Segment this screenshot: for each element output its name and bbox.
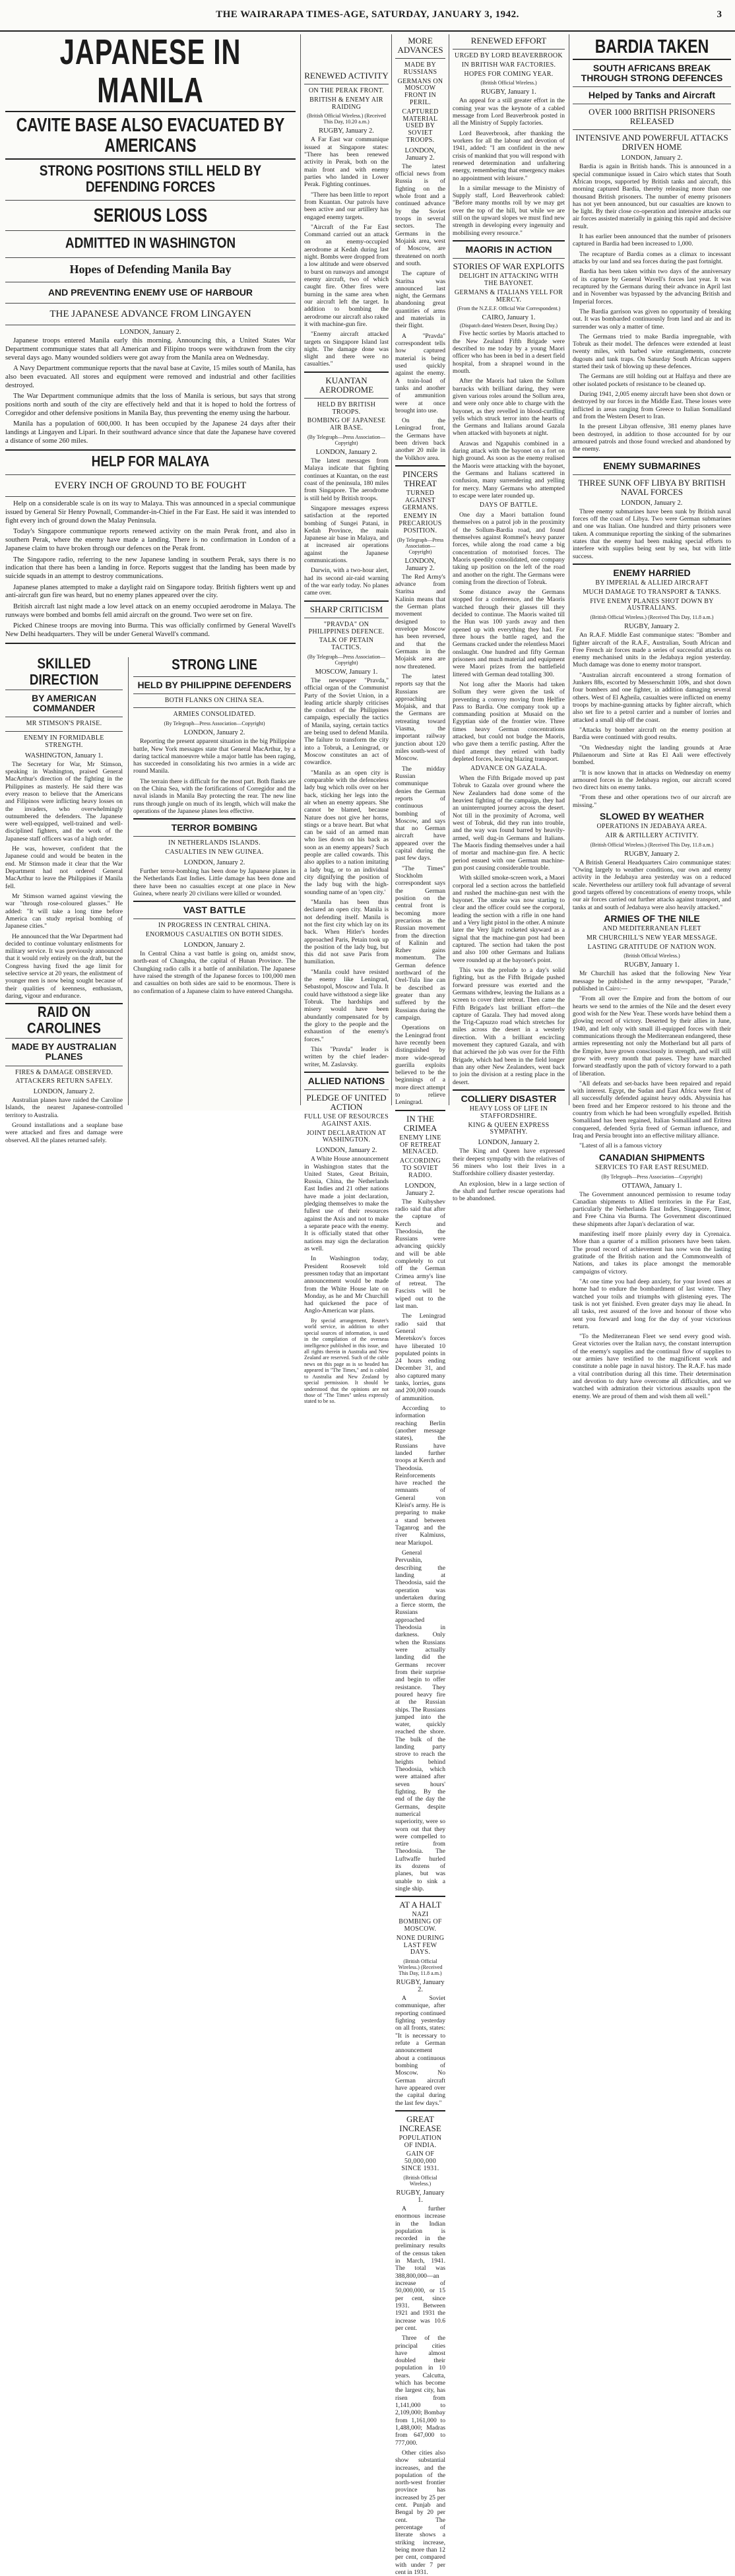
bardia-paragraph: The Germans tried to make Bardia impregnable, with Tobruk as their model. The defences were extended at least twenty miles, with barbed wire entanglements, concrete dugouts and tank traps. On Saturday South African sappers started their task of blowing up these defences.	[573, 333, 731, 371]
divider	[5, 449, 296, 451]
colliery-paragraph: The King and Queen have expressed their deepest sympathy with the relatives of 56 miners who lost their lives in a Staffordshire colliery disaster yesterday.	[453, 1147, 565, 1178]
pincers-paragraph: The latest reports say that the Russians are approaching Mojaisk, and that the Germans are retreating toward Viasma, the important railway junction about 120 miles south-west of Moscow.	[395, 672, 445, 763]
halt-subhead: NONE DURING LAST FEW DAYS.	[396, 1934, 445, 1956]
bardia-headline: BARDIA TAKEN	[594, 35, 709, 57]
submarines-headline: ENEMY SUBMARINES	[603, 460, 701, 471]
crimea-paragraph: The Kuibyshev radio said that after the capture of Kerch and Theodosia, the Russians were advancing quickly and will be able completely to cut off the German Crimea army's line of retreat. The Fascists will be wiped out to the last man.	[395, 1198, 445, 1310]
maoris-subhead: GERMANS & ITALIANS YELL FOR MERCY.	[454, 288, 563, 304]
renewed-activity-paragraph: A Far East war communique issued at Singapore states: "There has been renewed activity in Perak, both on the main front and with enemy parties who landed in Lower Perak. Fighting continues.	[304, 136, 389, 189]
divider	[5, 474, 296, 475]
strong-subhead: HELD BY PHILIPPINE DEFENDERS	[137, 679, 292, 690]
masthead-title: THE WAIRARAPA TIMES-AGE, SATURDAY, JANUARY 3, 1942.	[216, 9, 519, 20]
sharp-dateline: MOSCOW, January 1.	[315, 668, 378, 676]
harried-paragraph: "Australian aircraft encountered a strong formation of Junkers 88s, escorted by Messerschmitt 109s, and shot down four bombers and one fighter, in addition damaging several others. West of El Agheila, casualties were inflicted on enemy troops by machine-gunning attacks by fighter aircraft, which also set fire to a petrol carrier and a number of lorries and attacked a small ship off the coast.	[573, 671, 731, 724]
maoris-section-head: DAYS OF BATTLE.	[479, 501, 538, 509]
divider	[304, 1072, 389, 1073]
divider	[453, 1089, 565, 1091]
renewed-effort-subhead: HOPES FOR COMING YEAR.	[464, 70, 554, 78]
bardia-subhead: Helped by Tanks and Aircraft	[588, 90, 716, 101]
more-advances-subhead: MADE BY RUSSIANS	[403, 61, 437, 76]
harried-paragraph: "From these and other operations two of our aircraft are missing."	[573, 794, 731, 809]
strong-dateline: LONDON, January 2.	[183, 729, 245, 737]
halt-paragraph: A Soviet communique, after reporting continued fighting yesterday on all fronts, states: "It is necessary to refute a German announcement about a continuous bombing of Moscow. No German aircraft have appeared over the capital during the last few days."	[395, 1995, 445, 2107]
maoris-headline: MAORIS IN ACTION	[465, 244, 552, 255]
divider	[453, 240, 565, 242]
kuantan-dateline: LONDON, January 2.	[315, 449, 377, 457]
renewed-effort-dateline: RUGBY, January 1.	[481, 88, 536, 96]
masthead	[0, 0, 735, 32]
skilled-subhead: ENEMY IN FORMIDABLE STRENGTH.	[24, 734, 104, 749]
more-advances-paragraph: A "Pravda" correspondent tells how captured material is being used quickly against the enemy. A train-load of tanks and another of ammunition were at once brought into use.	[395, 332, 445, 414]
crimea-subhead: ENEMY LINE OF RETREAT MENACED.	[399, 1134, 441, 1156]
vast-paragraph: In Central China a vast battle is going on, amidst snow, north-east of Changsha, the capital of Hunan Province. The Chungking radio calls it a battle of annihilation. The Japanese have raised the strength of the Japanese forces to 100,000 men and casualties on both sides are said to be enormous. There is no confirmation of a Japanese claim to have entered Changsha.	[133, 950, 296, 995]
malaya-headline: HELP FOR MALAYA	[91, 453, 210, 470]
strong-paragraph: The terrain there is difficult for the most part. Both flanks are on the China Sea, with the fortifications of Corregidor and the naval islands in Manila Bay protecting the rear. The new line runs through jungle on much of its length, which will make the operations of the Japanese planes less effective.	[133, 777, 296, 816]
divider	[304, 371, 389, 373]
more-advances-subhead: GERMANS ON MOSCOW FRONT IN PERIL.	[397, 77, 443, 107]
malaya-paragraph: Today's Singapore communique reports renewed activity on the main Perak front, and also in southern Perak, where the enemy have made a landing. There is no confirmation in London of a Japanese claim to have broken through our defences on the Perak front.	[5, 528, 296, 552]
column-rule	[128, 657, 129, 1105]
canadian-subhead: SERVICES TO FAR EAST RESUMED.	[595, 1163, 709, 1171]
canadian-paragraph: The Government announced permission to resume today Canadian shipments to Allied territories in the Far East, particularly the Netherlands East Indies, Singapore, Timor, and Free China via Burma. The Government discontinued these shipments after Japan's declaration of war.	[573, 1190, 731, 1228]
divider	[5, 1038, 123, 1039]
pincers-subhead: TURNED AGAINST GERMANS.	[402, 490, 438, 511]
bardia-subhead: INTENSIVE AND POWERFUL ATTACKS DRIVEN HOME	[575, 133, 728, 152]
maoris-paragraph: This was the prelude to a day's solid fighting, but as the Fifth Brigade pushed forward pressure was exerted and the Germans withdrew, leaving the Italians as a screen to cover their retreat. Then came the Fifth Brigade's last brilliant effort—the capture of Gazala. They had moved along the Trig-Capuzzo road which stretches for miles across the desert in a westerly direction. With a brilliant encircling movement they captured Gazala, and with that achieved the job was over for the Fifth Brigade, which had been in the field longer than any other New Zealanders, went back to join the division at a resting place in the desert.	[453, 966, 565, 1086]
divider	[395, 1110, 445, 1111]
canadian-paragraph: "At one time you had deep anxiety, for your loved ones at home had to endure the bombardment of last winter. They watched your toils and triumphs with glistening eyes. The task is not yet finished. Even greater days may lie ahead. In all tasks, rest assured of the love and honour of those who sent you forward and long for the day of your victorious return.	[573, 1277, 731, 1330]
increase-dateline: RUGBY, January 1.	[396, 2189, 445, 2204]
harried-subhead: FIVE ENEMY PLANES SHOT DOWN BY AUSTRALIANS.	[590, 597, 714, 612]
renewed-activity-subhead: BRITISH & ENEMY AIR RAIDING	[309, 96, 383, 111]
maoris-section-head: ADVANCE ON GAZALA.	[470, 765, 548, 773]
raid-subhead: MADE BY AUSTRALIAN PLANES	[11, 1041, 117, 1062]
renewed-activity-dateline: RUGBY, January 2.	[319, 127, 374, 135]
colliery-paragraph: An explosion, blew in a large section of the shaft and further rescue operations had to be abandoned.	[453, 1180, 565, 1203]
crimea-paragraph: The Leningrad radio said that General Meretskov's forces have liberated 10 populated points in 24 hours ending December 31, and also captured many tanks, lorries, guns and 200,000 rounds of ammunition.	[395, 1312, 445, 1402]
terror-dateline: LONDON, January 2.	[183, 859, 245, 867]
sharp-paragraph: "Manila as an open city is comparable with the defenceless lady bug which rolls over on her back, sticking her legs into the air when an enemy appears. She cannot be blamed, because Nature does not give her horns, stings or a brave heart. But what can be said of an armed man who lies down on his back as soon as an enemy appears? Such people are called cowards. This also applies to a nation imitating a lady bug, or to an individual city dignifying the position of the lady bug with the high-sounding name of an 'open city.'	[304, 769, 389, 896]
skilled-paragraph: He was, however, confident that the Japanese could and would be beaten in the end. Mr Stimson made it clear that the War Department had not ordered General MacArthur to leave the Philippines if Manila fell.	[5, 845, 123, 890]
maoris-paragraph: Not long after the Maoris had taken Sollum they were given the task of preventing a convoy moving from Helfire Pass to Bardia. One company took up a commanding position at Musaid on the Egyptian side of the frontier wire. Three times heavy German concentrations attacked, but could not budge the Maoris, who gave them a terrific pasting. After the third attempt they retired with badly depleted forces, leaving blazing transport.	[453, 680, 565, 763]
maoris-credit: (Dispatch dated Western Desert, Boxing Day.)	[459, 323, 558, 329]
malaya-paragraph: British aircraft last night made a low level attack on an enemy occupied aerodrome in Malaya. The runways were bombed and bombs fell amid aircraft on the ground. Two were set on fire.	[5, 603, 296, 619]
nile-credit: (British Official Wireless.)	[623, 953, 680, 959]
page-number: 3	[717, 9, 722, 20]
lead-paragraph: Japanese troops entered Manila early this morning. Announcing this, a United States War Department communique states that all American and Filipino troops were withdrawn from the city several days ago. Many wounded soldiers were got away from the Manila area on Wednesday.	[5, 337, 296, 362]
column-2	[304, 34, 389, 1405]
divider	[304, 1089, 389, 1090]
maoris-paragraph: Five hectic sorties by Maoris attached to the New Zealand Fifth Brigade were described to me today by a young Maori officer who has been in bed in a desert field hospital, from a shrapnel wound in the mouth.	[453, 330, 565, 375]
renewed-activity-subhead: ON THE PERAK FRONT.	[308, 87, 385, 95]
increase-paragraph: A further enormous increase in the Indian population is recorded in the preliminary results of the census taken in March, 1941. The total was 388,800,000—an increase of 50,000,000, or 15 per cent, since 1931. Between 1921 and 1931 the increase was 10.6 per cent.	[395, 2205, 445, 2332]
increase-subhead: GAIN OF 50,000,000 SINCE 1931.	[401, 2150, 439, 2173]
divider	[5, 111, 296, 112]
pincers-headline: PINCERS THREAT	[402, 469, 438, 489]
pincers-dateline: LONDON, January 2.	[404, 557, 436, 572]
kuantan-paragraph: Darwin, with a two-hour alert, had its second air-raid warning of the war early today. No planes came over.	[304, 567, 389, 597]
divider	[573, 564, 731, 565]
lead-dateline: LONDON, January 2.	[119, 329, 181, 337]
weather-subhead: AIR & ARTILLERY ACTIVITY.	[605, 831, 699, 839]
allied-headline: ALLIED NATIONS	[307, 1075, 385, 1086]
lead-deck-4: ADMITTED IN WASHINGTON	[65, 236, 236, 252]
bardia-paragraph: Bardia has been taken within two days of the anniversary of its capture by General Wavell's forces last year. It was recaptured by the Germans during their advance in April last and in November was bypassed by the advancing British and Imperial forces.	[573, 268, 731, 306]
bardia-paragraph: The recapture of Bardia comes as a climax to incessant attacks by our land and sea forces during the past fortnight.	[573, 250, 731, 266]
column-rule	[391, 34, 392, 1105]
sharp-paragraph: "Manila has been thus declared an open city. Manila is not defending itself. Manila is not the first city which lay on its back. When Hitler's hordes approached Paris, Petain took up the position of the lady bug, but this did not save Paris from humiliation.	[304, 898, 389, 966]
divider	[395, 1896, 445, 1897]
divider	[5, 230, 296, 231]
canadian-paragraph: "To the Mediterranean Fleet we send every good wish. Great victories over the Italian navy, the constant interruption of the enemy's supplies and the continual flow of supplies to our armies have testified to the magnificent work and constitute a noble page in naval history. The R.A.F. has made a vital contribution during all this time. Their determination and devotion to duty have overcome all difficulties, and we watched with admiration their victorious assaults upon the enemy. We are proud of them and wish them all well."	[573, 1333, 731, 1400]
increase-paragraph: Three of the principal cities have almost doubled their population in 10 years. Calcutta, which has become the largest city, has risen from 1,141,000 to 2,109,000; Bombay from 1,161,000 to 1,488,000; Madras from 647,000 to 777,000.	[395, 2334, 445, 2447]
strong-subhead: ARMIES CONSOLIDATED.	[173, 711, 256, 719]
lead-paragraph: A Navy Department communique reports that the naval base at Cavite, 15 miles south of Manila, has also been evacuated. All stores and equipment were removed and industrial and other facilities destroyed.	[5, 365, 296, 389]
column-4	[453, 34, 565, 1203]
canadian-credit: (By Telegraph—Press Association—Copyright)	[601, 1173, 703, 1180]
submarines-subhead: THREE SUNK OFF LIBYA BY BRITISH NAVAL FORCES	[578, 477, 726, 497]
submarines-dateline: LONDON, January 2.	[621, 499, 683, 507]
terror-paragraph: Further terror-bombing has been done by Japanese planes in the Netherlands East Indies. Little damage has been done and there have been no casualties except at one place in New Guinea, where nearly 20 civilians were killed or wounded.	[133, 868, 296, 897]
column-rule	[300, 34, 301, 1105]
renewed-effort-paragraph: In a similar message to the Ministry of Supply staff, Lord Beaverbrook cabled: "Before many months roll by we may get over the top of the hill, but while we are still on the upward slopes we must find new strength in developing every ingenuity and mobilising every resource."	[453, 184, 565, 237]
sharp-paragraph: "Manila could have resisted the enemy like Leningrad, Sebastopol, Moscow and Tula. It could have withstood a siege like Tobruk. The hardships and misery would have been abundantly compensated for by the glory to the people and the exhaustion of the enemy's forces."	[304, 968, 389, 1043]
nile-subhead: AND MEDITERRANEAN FLEET	[602, 925, 701, 933]
malaya-paragraph: The Singapore radio, referring to the new Japanese landing in southern Perak, says there is no indication that there has been a landing in force. Reports suggest that the landing has been made by suicide squads in an attempt to destroy communications.	[5, 556, 296, 580]
renewed-effort-paragraph: Lord Beaverbrook, after thanking the workers for all the labour and devotion of 1941, added: "I am confident in the new crisis of mankind that you will respond with renewed determination and unfaltering energy, remembering that emergency makes no appointment with leisure."	[453, 129, 565, 182]
renewed-effort-subhead: URGED BY LORD BEAVERBROOK	[455, 52, 563, 60]
renewed-activity-headline: RENEWED ACTIVITY	[304, 71, 389, 80]
bardia-paragraph: It has earlier been announced that the number of prisoners captured in Bardia had been increased to 1,000.	[573, 233, 731, 248]
skilled-subhead: BY AMERICAN COMMANDER	[31, 693, 96, 714]
renewed-effort-paragraph: An appeal for a still greater effort in the coming year was the keynote of a cabled message from Lord Beaverbrook posted in all the Ministry of Supply factories.	[453, 97, 565, 127]
nile-paragraph: "All defeats and set-backs have been repaired and repaid with interest. Egypt, the Sudan and East Africa were first of all successfully defended against heavy odds. Abyssinia has been freed and her Emperor restored to his throne and the country from which he had been wrongfully expelled. British Somaliland has been regained, Italian Somaliland and Eritrea conquered, defended Syria freed of German influence, and Iraq and Persia brought into an effective military alliance.	[573, 1079, 731, 1140]
strong-headline: STRONG LINE	[172, 657, 257, 674]
lead-deck-5: Hopes of Defending Manila Bay	[69, 263, 232, 276]
divider	[5, 158, 296, 160]
pincers-paragraph: The Red Army's advance from Staritsa and Kalinin means that the German plans movement designed to envelope Moscow has been reversed, and that the Germans in the Mojaisk area are now threatened.	[395, 573, 445, 670]
malaya-paragraph: Help on a considerable scale is on its way to Malaya. This was announced in a special communique issued by General Sir Henry Pownall, Commander-in-Chief in the Far East. He said it was intended to fight every inch of ground down the Malay Peninsula.	[5, 500, 296, 525]
renewed-activity-paragraph: "There has been little to report from Kuantan. Our patrols have been active and our artillery has engaged enemy targets.	[304, 191, 389, 221]
harried-headline: ENEMY HARRIED	[613, 567, 691, 578]
skilled-direction-article	[5, 656, 123, 1144]
malaya-paragraph: Japanese planes attempted to make a daylight raid on Singapore today. British fighters went up and anti-aircraft gun fire was heard, but no enemy planes appeared over the city.	[5, 583, 296, 600]
skilled-subhead: MR STIMSON'S PRAISE.	[26, 720, 102, 728]
raid-dateline: LONDON, January 2.	[33, 1088, 95, 1096]
nile-paragraph: "Latest of all is a famous victory	[579, 1142, 662, 1150]
divider	[304, 398, 389, 399]
sharp-paragraph: The newspaper "Pravda," official organ of the Communist Party of the Soviet Union, in a leading article sharply criticises the conduct of the Philippines campaign, especially the tactics of Manila, saying, certain tactics are being used to defend Manila. The failure to transform the city into a Tobruk, a Leningrad, or Moscow constitutes an act of cowardice.	[304, 676, 389, 767]
divider	[5, 496, 296, 497]
divider	[133, 707, 296, 708]
kuantan-subhead: HELD BY BRITISH TROOPS.	[317, 401, 376, 416]
canadian-headline: CANADIAN SHIPMENTS	[598, 1151, 705, 1163]
colliery-headline: COLLIERY DISASTER	[461, 1093, 557, 1104]
strong-credit: (By Telegraph—Press Association—Copyright)	[164, 721, 265, 727]
renewed-activity-paragraph: "Aircraft of the Far East Command carried out an attack on an enemy-occupied aerodrome at Kedah during last night. Bombs were dropped from a low altitude and were observed to burst on runways and amongst enemy aircraft, two of which caught fire. Other fires were burning in the same area when our aircraft left the target. In addition to bombing the aerodrome our aircraft also raked it with machine-gun fire.	[304, 223, 389, 328]
kuantan-subhead: BOMBING OF JAPANESE AIR BASE.	[307, 417, 386, 432]
vast-subhead: ENORMOUS CASUALTIES ON BOTH SIDES.	[145, 931, 284, 939]
vast-subhead: IN PROGRESS IN CENTRAL CHINA.	[158, 922, 271, 930]
harried-subhead: MUCH DAMAGE TO TRANSPORT & TANKS.	[583, 588, 721, 596]
colliery-subhead: KING & QUEEN EXPRESS SYMPATHY.	[468, 1121, 550, 1136]
maoris-dateline: CAIRO, January 1.	[482, 314, 536, 322]
bardia-paragraph: Bardia is again in British hands. This is announced in a special communique issued in Cairo which states that South African troops, supported by British tanks and aircraft, this morning captured Bardia, thereby releasing more than one thousand British prisoners. The number of enemy prisoners has not yet been announced, but our casualties are known to be light. By their close co-operation and intensive attacks our air forces assisted materially in gaining this rapid and decisive result.	[573, 163, 731, 230]
nile-dateline: RUGBY, January 1.	[624, 961, 680, 969]
maoris-paragraph: When the Fifth Brigade moved up past Tobruk to Gazala over ground where the New Zealanders had done some of the heaviest fighting of the campaign, they had an uninterrupted journey across the desert. Not till in the proximity of Acroma, well west of Tobruk, did they run into trouble, and the way was found barred by heavily-armed, well dug-in Germans and Italians. The Maoris finding themselves under a hail of mortar and machine-gun fire. A hectic period ensued with one German machine-gun post causing considerable trouble.	[453, 775, 565, 872]
increase-headline: GREAT INCREASE	[399, 2113, 441, 2133]
sharp-credit: (By Telegraph—Press Association—Copyright)	[307, 653, 385, 666]
more-advances-paragraph: On the Leningrad front, the Germans have been driven back another 20 mile in the Volkhov area.	[395, 417, 445, 462]
weather-dateline: RUGBY, January 2.	[624, 850, 680, 858]
terror-subhead: CASUALTIES IN NEW GUINEA.	[165, 849, 264, 856]
allied-subhead: PLEDGE OF UNITED ACTION	[306, 1092, 387, 1112]
reuter-notice: By special arrangement, Reuter's world service, in addition to other special sources of information, is used in the compilation of the overseas intelligence published in this issue, and all rights therein in Australia and New Zealand are reserved. Such of the cable news on this page as is so headed has appeared in "The Times," and is cabled to Australia and New Zealand by special permission. It should be understood that the opinions are not those of "The Times" unless expressly stated to be so.	[304, 1317, 389, 1405]
weather-paragraph: A British General Headquarters Cairo communique states: "Owing largely to weather conditions, our own and enemy activity in the Jedabaya area yesterday was on a reduced scale. Nevertheless our artillery took full advantage of several good targets offered by concentrations of enemy troops, while our air forces carried out further attacks against transport, and tanks at and south of Jedabaya were also heavily attacked."	[573, 858, 731, 911]
renewed-effort-subhead: IN BRITISH WAR FACTORIES.	[461, 61, 556, 69]
skilled-dateline: WASHINGTON, January 1.	[24, 752, 104, 759]
bardia-subhead: OVER 1000 BRITISH PRISONERS RELEASED	[589, 107, 715, 127]
divider	[5, 643, 296, 644]
skilled-headline: SKILLED DIRECTION	[29, 656, 99, 688]
allied-subhead: JOINT DECLARATION AT WASHINGTON.	[306, 1129, 387, 1144]
raid-headline: RAID ON CAROLINES	[27, 1005, 101, 1037]
lead-deck-1: CAVITE BASE ALSO EVACUATED BY AMERICANS	[16, 113, 285, 156]
increase-paragraph: Other cities also show substantial increases, and the population of the north-west frontier province has increased by 25 per cent. Punjab and Bengal by 20 per cent. The percentage of literate shows a striking increase, being more than 12 per cent, compared with under 7 per cent in 1931.	[395, 2449, 445, 2576]
maoris-paragraph: After the Maoris had taken the Sollum barracks with brilliant daring, they were given various roles around the Sollum area, and were only once able to charge with the bayonet, as they revelled in blood-curdling yells which struck terror into the hearts of the Germans and Italians around Gazala when attacked with bayonets at night.	[453, 377, 565, 437]
more-advances-headline: MORE ADVANCES	[397, 36, 443, 55]
divider	[304, 600, 389, 602]
crimea-paragraph: According to information reaching Berlin (another message states), the Russians have landed further troops at Kerch and Theodosia. Reinforcements have reached the remnants of General von Kleist's army. He is preparing to make a stand between Taganrog and the river Kalmiuss, near Mariupol.	[395, 1405, 445, 1547]
nile-headline: ARMIES OF THE NILE	[604, 913, 700, 924]
kuantan-headline: KUANTAN AERODROME	[319, 375, 374, 395]
allied-paragraph: A White House announcement in Washington states that the United States, Great Britain, Russia, China, the Netherlands East Indies and 21 other nations have made a joint declaration, pledging themselves to make the fullest use of their resources against the Axis and not to make a separate peace with the enemy. It is officially stated that other nations may sign the declaration as well.	[304, 1155, 389, 1252]
divider	[395, 58, 445, 59]
renewed-activity-paragraph: "Enemy aircraft attacked targets on Singapore Island last night. The damage done was slight and there were no casualties."	[304, 331, 389, 368]
divider	[133, 901, 296, 902]
raid-paragraph: Ground installations and a seaplane base were attacked and fires and damage were observed. All the planes returned safely.	[5, 1122, 123, 1144]
sharp-headline: SHARP CRITICISM	[309, 604, 383, 614]
allied-paragraph: In Washington today, President Roosevelt told pressmen today that an important announcement would be made from the White House late on Monday, as he and Mr Churchill had quickened the pace of Anglo-American war plans.	[304, 1255, 389, 1315]
lead-story-column	[5, 32, 296, 1144]
vast-headline: VAST BATTLE	[183, 905, 246, 916]
allied-subhead: FULL USE OF RESOURCES AGAINST AXIS.	[304, 1113, 389, 1128]
strong-line-article	[133, 657, 296, 1111]
lead-deck-3: SERIOUS LOSS	[93, 204, 208, 226]
maoris-subhead: DELIGHT IN ATTACKING WITH THE BAYONET.	[459, 273, 559, 287]
bardia-subhead: SOUTH AFRICANS BREAK THROUGH STRONG DEFENCES	[581, 62, 723, 83]
colliery-subhead: HEAVY LOSS OF LIFE IN STAFFORDSHIRE.	[469, 1105, 548, 1120]
lead-deck-6: AND PREVENTING ENEMY USE OF HARBOUR	[48, 286, 253, 298]
weather-credit: (British Official Wireless.) (Received This Day, 11.8 a.m.)	[590, 841, 714, 848]
increase-credit: (British Official Wireless.)	[403, 2174, 437, 2187]
lead-deck-7: THE JAPANESE ADVANCE FROM LINGAYEN	[49, 308, 251, 319]
divider	[573, 129, 731, 130]
lead-paragraph: The War Department communique admits that the loss of Manila is serious, but says that strong positions north and south of the city are effectively held and that it is hoped to hold the fortress of Corregidor and other defensive positions in Manila Bay, thus preventing the enemy using the harbour.	[5, 393, 296, 417]
divider	[5, 257, 296, 258]
nile-subhead: MR CHURCHILL'S NEW YEAR MESSAGE.	[586, 934, 718, 942]
bardia-paragraph: During 1941, 2,005 enemy aircraft have been shot down or destroyed by our forces in the Middle East. These losses were inflicted in areas ranging from Greece to Italian Somaliland and from the Western Desert to Iran.	[573, 391, 731, 420]
pincers-paragraph: "The Times" Stockholm correspondent says the German position on the central front is becoming more precarious as the Russian movement from the direction of Kalinin and Rzhev gains momentum. The German defence northward of the Orel-Tula line can be described as greater than any suffered by the Russians during the campaign.	[395, 864, 445, 1021]
crimea-subhead: ACCORDING TO SOVIET RADIO.	[399, 1157, 441, 1179]
kuantan-credit: (By Telegraph—Press Association—Copyright)	[307, 434, 385, 447]
nile-paragraph: "From all over the Empire and from the bottom of our hearts we send to the armies of the Nile and the desert every good wish for the New Year. These words have behind them a glowing record of victory. Deserted by their allies in June, 1940, and left only with small ill-equipped forces with their communications through the Mediterranean endangered, these armies representing not only the Motherland but all parts of the Empire, have grown consciously in strength, and will still grow with every month that passes. They have marched forward steadfastly upon the path of victory forward to a path of liberation.	[573, 995, 731, 1078]
renewed-activity-credit: (British Official Wireless.) (Received This Day, 10.20 a.m.)	[307, 113, 386, 125]
canadian-dateline: OTTAWA, January 1.	[622, 1182, 682, 1190]
crimea-dateline: LONDON, January 2.	[404, 1182, 436, 1197]
crimea-headline: IN THE CRIMEA	[403, 1113, 437, 1133]
terror-subhead: IN NETHERLANDS ISLANDS.	[168, 839, 261, 847]
lead-headline: JAPANESE IN MANILA	[59, 32, 241, 111]
pincers-subhead: ENEMY IN PRECARIOUS POSITION.	[399, 513, 442, 535]
strong-paragraph: Reporting the present apparent situation in the big Philippine battle, New York messages state that General MacArthur, by a daring tactical manoeuvre while a major battle has been raging, has succeeded in consolidating his two armies in a wide arc round Manila.	[133, 738, 296, 775]
more-advances-dateline: LONDON, January 2.	[404, 146, 436, 162]
skilled-paragraph: Mr Stimson warned against viewing the war "through rose-coloured glasses." He added: "It will take a long time before America can study reprisal bombing of Japanese cities."	[5, 892, 123, 930]
malaya-subhead: EVERY INCH OF GROUND TO BE FOUGHT	[54, 480, 247, 492]
maoris-paragraph: Arawas and Ngapuhis combined in a daring attack with the bayonet on a fort on high ground. As soon as the enemy realised the Maoris were attacking with the bayonet, the Germans and Italians scattered in confusion, many surrendering and yelling for mercy. Many Germans who attempted to escape were later rounded up.	[453, 439, 565, 499]
weather-subhead: OPERATIONS IN JEDABAYA AREA.	[596, 823, 707, 831]
increase-subhead: POPULATION OF INDIA.	[399, 2134, 442, 2149]
lead-deck-2: STRONG POSITIONS STILL HELD BY DEFENDING FORCES	[39, 163, 262, 195]
maoris-paragraph: One day a Maori battalion found themselves on a patrol job in the proximity of the Sollum-Bardia road, and found themselves against Rommel's heavy panzer forces, while along the road came a big concentration of motorised forces. The Maoris speedily consolidated, one company taking up position on the left of the road and another on the right. The Germans were coming from the direction of Tobruk.	[453, 511, 565, 586]
bardia-paragraph: In the present Libyan offensive, 381 enemy planes have been destroyed, in addition to those accounted for by our armoured patrols and those found wrecked and abandoned by the enemy.	[573, 423, 731, 453]
harried-paragraph: "On Wednesday night the landing grounds at Arae Philaenorum and Sirte at Ras El Aali were effectively bombed.	[573, 744, 731, 767]
raid-subhead: ATTACKERS RETURN SAFELY.	[15, 1078, 113, 1085]
divider	[395, 2110, 445, 2111]
vast-dateline: LONDON, January 2.	[183, 942, 245, 949]
skilled-paragraph: The Secretary for War, Mr Stimson, speaking in Washington, praised General MacArthur's direction of the fighting in the Philippines as masterly. He said there was every reason to believe that the Americans and Filipinos were inflicting heavy losses on the invaders, who overwhelmingly outnumbered the defenders. The Japanese were well-equipped, well-trained and well-disciplined fighters, and the work of the Japanese staff officers was of a high order.	[5, 760, 123, 843]
divider	[573, 457, 731, 458]
colliery-dateline: LONDON, January 2.	[478, 1139, 540, 1147]
renewed-effort-credit: (British Official Wireless.)	[480, 80, 537, 86]
divider	[133, 676, 296, 677]
harried-credit: (British Official Wireless.) (Received This Day, 11.8 a.m.)	[590, 614, 714, 621]
sharp-subhead: TALK OF PETAIN TACTICS.	[319, 637, 374, 652]
harried-paragraph: An R.A.F. Middle East communique states: "Bomber and fighter aircraft of the R.A.F., Australian, South African and Free French air forces made a series of successful attacks on enemy mechanised units in the Jedabaya region yesterday. Much damage was done to enemy motor transport.	[573, 631, 731, 669]
sharp-paragraph: This "Pravda" leader is written by the chief leader-writer, M. Zaslavsky.	[304, 1045, 389, 1068]
russian-news-column	[395, 34, 445, 2576]
bardia-paragraph: The Germans are still holding out at Halfaya and there are other isolated pockets of resistance to be cleaned up.	[573, 373, 731, 388]
more-advances-paragraph: The latest official news from Russia is of fighting on the whole front and a continued advance by the Soviet troops in several sectors. The Germans in the Mojaisk area, west of Moscow, are threatened on north and south.	[395, 162, 445, 267]
halt-dateline: RUGBY, January 2.	[396, 1979, 445, 1994]
harried-paragraph: "Attacks by bomber aircraft on the enemy position at Bardia were continued with good results.	[573, 726, 731, 742]
raid-paragraph: Australian planes have raided the Caroline Islands, the nearest Japanese-controlled territory to Australia.	[5, 1097, 123, 1119]
harried-paragraph: "It is now known that in attacks on Wednesday on enemy armoured forces in the Jedabaya region, our aircraft scored two direct hits on enemy tanks.	[573, 769, 731, 792]
sharp-subhead: "PRAVDA" ON PHILIPPINES DEFENCE.	[308, 620, 385, 635]
maoris-paragraph: Some distance away the Germans stopped for a conference, and the Maoris watched through their glasses till they decided to continue. The Maoris waited till the Hun was 100 yards away and then opened up with everything they had. For three hours the battle raged, and the Germans cracked under the relentless Maori onslaught. One hundred and fifty German prisoners and much material and equipment were Maori prizes from the battlefield littered with German dead totalling 300.	[453, 589, 565, 678]
strong-subhead: BOTH FLANKS ON CHINA SEA.	[164, 696, 265, 704]
divider	[5, 303, 296, 304]
bardia-dateline: LONDON, January 2.	[621, 154, 683, 162]
divider	[5, 200, 296, 201]
divider	[573, 474, 731, 475]
weather-headline: SLOWED BY WEATHER	[599, 811, 705, 822]
halt-headline: AT A HALT	[399, 1900, 441, 1910]
canadian-paragraph: manifesting itself more plainly every day in Cyrenaica. More than a quarter of a million prisoners have been taken. The proud record of achievement has now won the lasting gratitude of the British nation and the Commonwealth of Nations, and takes its place amongst the memorable campaigns of victory.	[573, 1231, 731, 1275]
skilled-paragraph: He announced that the War Department had decided to continue voluntary enlistments for military service. It was previously announced that it would rely entirely on the draft, but the Congress having fixed the age limit for selective service at 20 years, the enlistment of younger men is now being sought because of their qualities of keenness, enthusiasm, daring, vigour and endurance.	[5, 932, 123, 1000]
more-advances-subhead: CAPTURED MATERIAL USED BY SOVIET TROOPS.	[402, 108, 439, 145]
halt-credit: (British Official Wireless.) (Received This Day, 11.8 a.m.)	[398, 1958, 443, 1977]
raid-subhead: FIRES & DAMAGE OBSERVED.	[15, 1068, 113, 1076]
maoris-paragraph: With skilled smoke-screen work, a Maori corporal led a section across the battlefield and rushed the machine-gun nest with the bayonet. The smoke was now starting to clear and the officer could see the corporal, leading the section with a rifle in one hand and a Very light pistol in the other. A minute later the Very light rocketed skyward as a signal that the machine-gun post had been captured. The section had taken the post and also 100 other Germans and Italians were rounded up at the bayonet's point.	[453, 874, 565, 964]
harried-dateline: RUGBY, January 2.	[624, 623, 680, 631]
divider	[395, 465, 445, 467]
pincers-paragraph: The midday Russian communique denies the German reports of continuous bombing of Moscow, and says that no German aircraft have appeared over the capital during the past few days.	[395, 765, 445, 862]
harried-subhead: BY IMPERIAL & ALLIED AIRCRAFT	[595, 579, 709, 587]
more-advances-paragraph: The capture of Staritsa was announced last night, the Germans abandoning great quantities of arms and materials in their flight.	[395, 270, 445, 330]
submarines-paragraph: Three enemy submarines have been sunk by British naval forces off the coast of Libya. Two were German submarines and one was Italian. One hundred and thirty prisoners were taken. A communique reporting the sinking of the submarines states that the enemy had been making special efforts to interfere with supplies being sent by sea, but with little success.	[573, 507, 731, 560]
divider	[5, 731, 123, 732]
kuantan-paragraph: The latest messages from Malaya indicate that fighting continues at Kuantan, on the east coast of the peninsula, 180 miles from Singapore. The aerodrome is still held by British troops.	[304, 457, 389, 502]
malaya-paragraph: Picked Chinese troops are moving into Burma. This was officially confirmed by General Wavell's New Delhi headquarters. They will be under General Wavell's command.	[5, 622, 296, 639]
divider	[133, 818, 296, 820]
pincers-paragraph: Operations on the Leningrad front have recently been distinguished by more wide-spread guerilla exploits believed to be the beginnings of a more direct attempt to relieve Leningrad.	[395, 1024, 445, 1107]
divider	[573, 86, 731, 87]
lead-paragraph: Manila has a population of 600,000. It has been occupied by the Japanese 24 days after their landings at Lingayen and Lipari. In their southward advance since that date the Japanese have covered a distance of some 260 miles.	[5, 420, 296, 445]
nile-paragraph: Mr Churchill has asked that the following New Year message be published in the army newspaper, "Parade," published in Cairo:—	[573, 970, 731, 993]
bardia-paragraph: The Bardia garrison was given no opportunity of breaking out. It was bombarded continuously from land and air and its surrender was only a matter of time.	[573, 307, 731, 331]
terror-headline: TERROR BOMBING	[171, 822, 258, 833]
maoris-credit: (From the N.Z.E.F. Official War Correspondent.)	[457, 306, 561, 312]
divider	[453, 258, 565, 259]
allied-dateline: LONDON, January 2.	[315, 1147, 377, 1155]
divider	[573, 59, 731, 60]
divider	[133, 693, 296, 694]
divider	[133, 836, 296, 837]
halt-subhead: NAZI BOMBING OF MOSCOW.	[399, 1911, 442, 1933]
kuantan-paragraph: Singapore messages express satisfaction at the reported bombing of Sungei Patani, in Kedah Province, the main Japanese air base in Malaya, and at increased air operations against the Japanese communications.	[304, 504, 389, 565]
maoris-subhead: STORIES OF WAR EXPLOITS	[453, 261, 565, 272]
renewed-effort-headline: RENEWED EFFORT	[470, 36, 547, 46]
crimea-paragraph: General Pervushin, describing the landing at Theodosia, said the operation was undertaken during a fierce storm, the Russians approached Theodosia in darkness. Only when the Russians were actually landing did the Germans recover from their surprise and begin to offer resistance. They poured heavy fire at the Russian ships. The Russians jumped into the water, quickly reached the shore. The bulk of the landing party strove to reach the heights behind Theodosia, which were attained after seven hours' fighting. By the end of the day the Germans, despite numerical superiority, were so worn out that they were compelled to retire from Theodosia. The Luftwaffe hurled its dozens of planes, but was unable to sink a single ship.	[395, 1549, 445, 1893]
divider	[133, 918, 296, 919]
column-5	[573, 34, 731, 1400]
pincers-credit: (By Telegraph—Press Association—Copyright)	[397, 536, 444, 555]
nile-subhead: LASTING GRATITUDE OF NATION WON.	[587, 943, 717, 951]
